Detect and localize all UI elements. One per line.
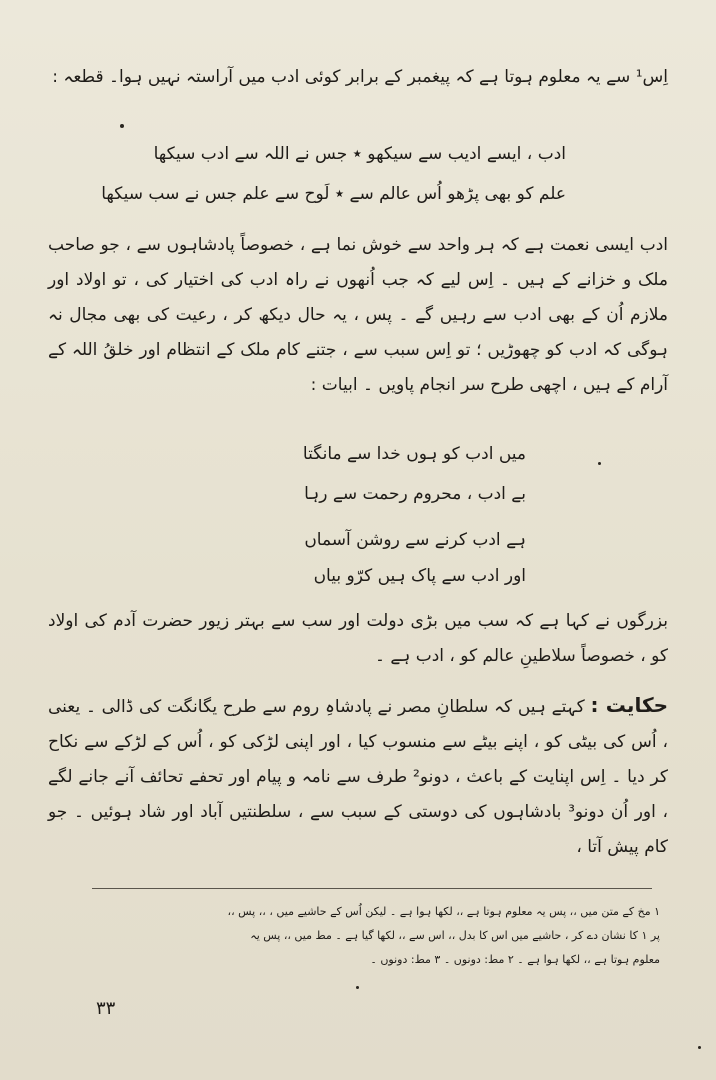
abyat-line: اور ادب سے پاک ہیں کرّو بیاں (313, 566, 526, 586)
hikayat-paragraph (48, 688, 668, 865)
footnote-line: ۱ مخ کے متن میں ،، پس یہ معلوم ہوتا ہے ،، لکھا ہوا ہے ۔ لیکن اُس کے حاشیے میں ، ،، پس ،، (227, 905, 660, 918)
body-paragraph: ادب ایسی نعمت ہے کہ ہر واحد سے خوش نما ہے ، خصوصاً پادشاہوں سے ، جو صاحب ملک و خزانے کے ہیں ۔ اِس لیے کہ جب اُنھوں نے راہ ادب کی اختیار کی ، تو اولاد اور ملازم اُن کے بھی ادب سے رہیں گے ۔ پس ، یہ حال دیکھ کر ، رعیت کی بھی مجال نہ ہوگی کہ ادب کو چھوڑیں ؛ تو اِس سبب سے ، جتنے کام ملک کے انتظام اور خلقُ اللہ کے آرام کے ہیں ، اچھی طرح سر انجام پاویں ۔ ابیات : (48, 235, 668, 395)
ink-speck (356, 986, 359, 989)
ink-speck (120, 124, 124, 128)
qita-line: علم کو بھی پڑھو اُس عالم سے ٭ لَوح سے علم جس نے سب سیکھا (101, 184, 566, 204)
abyat-line: میں ادب کو ہوں خدا سے مانگتا (302, 444, 526, 464)
abyat-line: ہے ادب کرنے سے روشن آسماں (304, 530, 526, 550)
ink-speck (598, 462, 601, 465)
abyat-line: بے ادب ، محروم رحمت سے رہا (304, 484, 526, 504)
hikayat-heading: حکایت : (590, 693, 668, 717)
footnote-line: پر ۱ کا نشان دے کر ، حاشیے میں اس کا بدل ،، اس سے ،، لکھا گیا ہے ۔ مط میں ،، پس یہ (250, 929, 660, 942)
elders-paragraph: بزرگوں نے کہا ہے کہ سب میں بڑی دولت اور سب سے بہتر زیور حضرت آدم کی اولاد کو ، خصوصاً سلاطینِ عالم کو ، ادب ہے ۔ (48, 611, 668, 666)
footnote-divider (92, 888, 652, 889)
opening-paragraph: اِس¹ سے یہ معلوم ہوتا ہے کہ پیغمبر کے برابر کوئی ادب میں آراستہ نہیں ہوا۔ قطعہ : (52, 67, 668, 87)
qita-line: ادب ، ایسے ادیب سے سیکھو ٭ جس نے اللہ سے ادب سیکھا (153, 144, 566, 164)
hikayat-text: کہتے ہیں کہ سلطانِ مصر نے پادشاہِ روم سے طرح یگانگت کی ڈالی ۔ یعنی ، اُس کی بیٹی کو ، اپنے بیٹے سے منسوب کیا ، اور اپنی لڑکی کو ، اُس کے لڑکے سے نکاح کر دیا ۔ اِس اپنایت کے باعث ، دونو² طرف سے نامہ و پیام اور تحفے تحائف آنے جانے لگے ، اور اُن دونو³ بادشاہوں کی دوستی کے سبب سے ، سلطنتیں آباد اور شاد ہوئیں ۔ جو کام پیش آتا ، (48, 697, 668, 857)
ink-speck (698, 1046, 701, 1049)
footnote-line: معلوم ہوتا ہے ،، لکھا ہوا ہے ۔ ۲ مط: دونوں ۔ ۳ مط: دونوں ۔ (370, 953, 660, 966)
page-number: ۳۳ (96, 998, 116, 1019)
